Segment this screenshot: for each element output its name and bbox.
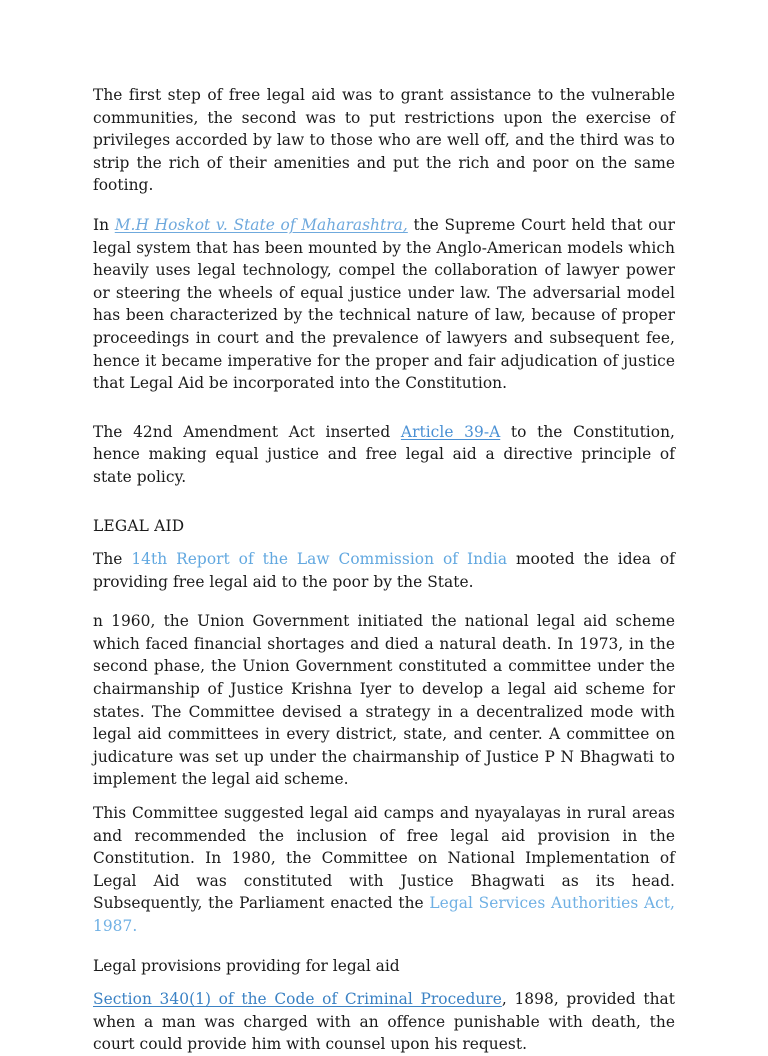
document-body [93,84,675,1056]
heading-spacer [93,537,675,548]
heading-spacer [93,489,675,515]
heading-spacer [93,938,675,955]
paragraph-section-rest: , 1898, provided that when a man was charged with an offence punishable with death, the court could provide him with counsel upon his request. [93,990,675,1054]
paragraph-spacer [93,197,675,214]
heading-legal-aid: LEGAL AID [93,516,185,535]
paragraph-first-step: The first step of free legal aid was to grant assistance to the vulnerable communities, the second was to put restrictions upon the exercise of privileges accorded by law to those who are well off, and the third was to strip the rich of their amenities and put the rich and poor on the same footing. [93,86,675,195]
heading-legal-provisions: Legal provisions providing for legal aid [93,956,400,975]
link-mh-hoskot-case[interactable]: M.H Hoskot v. State of Maharashtra, [114,215,408,234]
paragraph-amendment-rest: to the Constitution, hence making equal justice and free legal aid a directive principle of state policy. [93,422,676,486]
paragraph-committee-prefix: This Committee suggested legal aid camps and nyayalayas in rural areas and recommended the inclusion of free legal aid provision in the Constitution. In 1980, the Committee on National Implementation of Legal Aid was constituted with Justice Bhagwati as its head. Subsequently, the Parliament enacted the [93,804,675,913]
paragraph-report-rest: mooted the idea of providing free legal aid to the poor by the State. [93,550,675,591]
paragraph-section-340 [93,988,675,1056]
paragraph-hoskot-rest: the Supreme Court held that our legal system that has been mounted by the Anglo-American models which heavily uses legal technology, compel the collaboration of lawyer power or steering the wheels of equal justice under law. The adversarial model has been characterized by the technical nature of law, because of proper proceedings in court and the prevalence of lawyers and subsequent fee, hence it became imperative for the proper and fair adjudication of justice that Legal Aid be incorporated into the Constitution. [93,215,675,393]
link-section-340-crpc[interactable]: Section 340(1) of the Code of Criminal Procedure [93,990,502,1009]
paragraph-report-prefix: The [93,550,132,569]
heading-spacer [93,977,675,988]
link-article-39a[interactable]: Article 39-A [400,422,501,441]
link-14th-report-law-commission[interactable]: 14th Report of the Law Commission of India [131,550,508,569]
paragraph-hoskot-case [93,214,675,395]
paragraph-amendment-prefix: The 42nd Amendment Act inserted [93,422,401,441]
paragraph-committee-recommendations [93,802,675,938]
paragraph-spacer [93,791,675,802]
paragraph-spacer [93,593,675,610]
paragraph-1960-scheme: n 1960, the Union Government initiated the national legal aid scheme which faced financial shortages and died a natural death. In 1973, in the second phase, the Union Government constituted a committee under the chairmanship of Justice Krishna Iyer to develop a legal aid scheme for states. The Committee devised a strategy in a decentralized mode with legal aid committees in every district, state, and center. A committee on judicature was set up under the chairmanship of Justice P N Bhagwati to implement the legal aid scheme. [93,612,675,789]
paragraph-spacer [93,395,675,421]
paragraph-14th-report [93,548,675,593]
link-legal-services-authorities-act[interactable]: Legal Services Authorities Act, 1987. [93,894,675,935]
paragraph-42nd-amendment [93,421,675,489]
paragraph-hoskot-prefix: In [93,215,115,234]
